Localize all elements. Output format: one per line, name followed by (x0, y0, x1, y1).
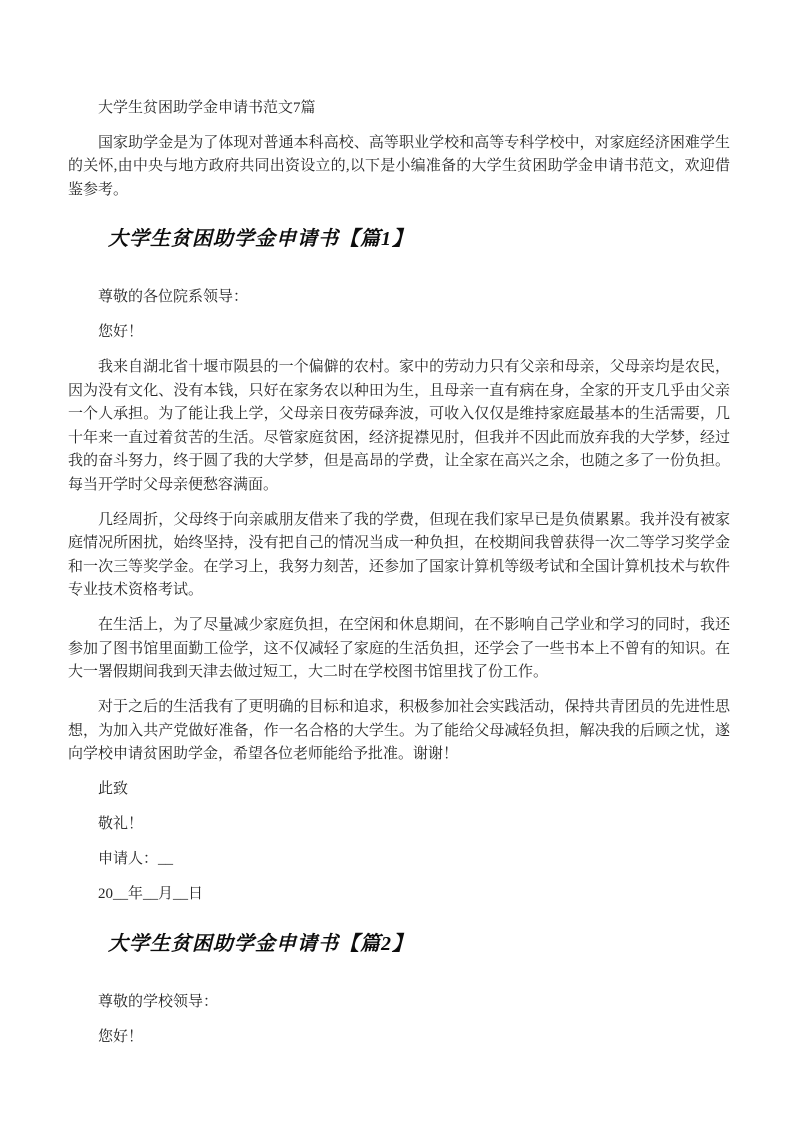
section1-salutation: 尊敬的各位院系领导： (98, 289, 249, 305)
section1-body-paragraph-3: 在生活上，为了尽量减少家庭负担，在空闲和休息期间，在不影响自己学业和学习的同时，我还参加了图书馆里面勤工俭学，这不仅减轻了家庭的生活负担，还学会了一些书本上不曾有的知识。在大一署假期间我到天津去做过短工，大二时在学校图书馆里找了份工作。 (68, 617, 730, 680)
intro-paragraph: 国家助学金是为了体现对普通本科高校、高等职业学校和高等专科学校中，对家庭经济困难学生的关怀,由中央与地方政府共同出资设立的,以下是小编准备的大学生贫困助学金申请书范文，欢迎借鉴参考。 (68, 134, 730, 198)
section1-closing-respect: 此致 (98, 781, 129, 797)
section2-salutation: 尊敬的学校领导： (98, 993, 219, 1010)
section1-signature-line: 申请人：__ (98, 851, 174, 867)
section1-greeting: 您好！ (98, 324, 144, 340)
section1-heading: 大学生贫困助学金申请书【篇1】 (108, 228, 413, 250)
section1-closing-salute: 敬礼！ (98, 816, 144, 832)
section1-body-paragraph-2: 几经周折，父母终于向亲戚朋友借来了我的学费，但现在我们家早已是负债累累。我并没有被家庭情况所困扰，始终坚持，没有把自己的情况当成一种负担，在校期间我曾获得一次二等学习奖学金和一次三等奖学金。在学习上，我努力刻苦，还参加了国家计算机等级考试和全国计算机技术与软件专业技术资格考试。 (68, 511, 730, 598)
section2-heading: 大学生贫困助学金申请书【篇2】 (108, 932, 413, 955)
section1-date-line: 20__年__月__日 (98, 886, 204, 902)
section1-body-paragraph-1: 我来自湖北省十堰市陨县的一个偏僻的农村。家中的劳动力只有父亲和母亲，父母亲均是农民，因为没有文化、没有本钱，只好在家务农以种田为生，且母亲一直有病在身，全家的开支几乎由父亲一个人承担。为了能让我上学，父母亲日夜劳碌奔波，可收入仅仅是维持家庭最基本的生活需要，几十年来一直过着贫苦的生活。尽管家庭贫困，经济捉襟见肘，但我并不因此而放弃我的大学梦，经过我的奋斗努力，终于圆了我的大学梦，但是高昂的学费，让全家在高兴之余，也随之多了一份负担。每当开学时父母亲便愁容满面。 (68, 359, 730, 493)
document-title: 大学生贫困助学金申请书范文7篇 (98, 99, 316, 116)
section1-body-paragraph-4: 对于之后的生活我有了更明确的目标和追求，积极参加社会实践活动，保持共青团员的先进性思想，为加入共产党做好准备，作一名合格的大学生。为了能给父母减轻负担，解决我的后顾之忧，遂向学校申请贫困助学金，希望各位老师能给予批准。谢谢！ (68, 699, 730, 762)
section2-greeting: 您好！ (98, 1028, 144, 1045)
